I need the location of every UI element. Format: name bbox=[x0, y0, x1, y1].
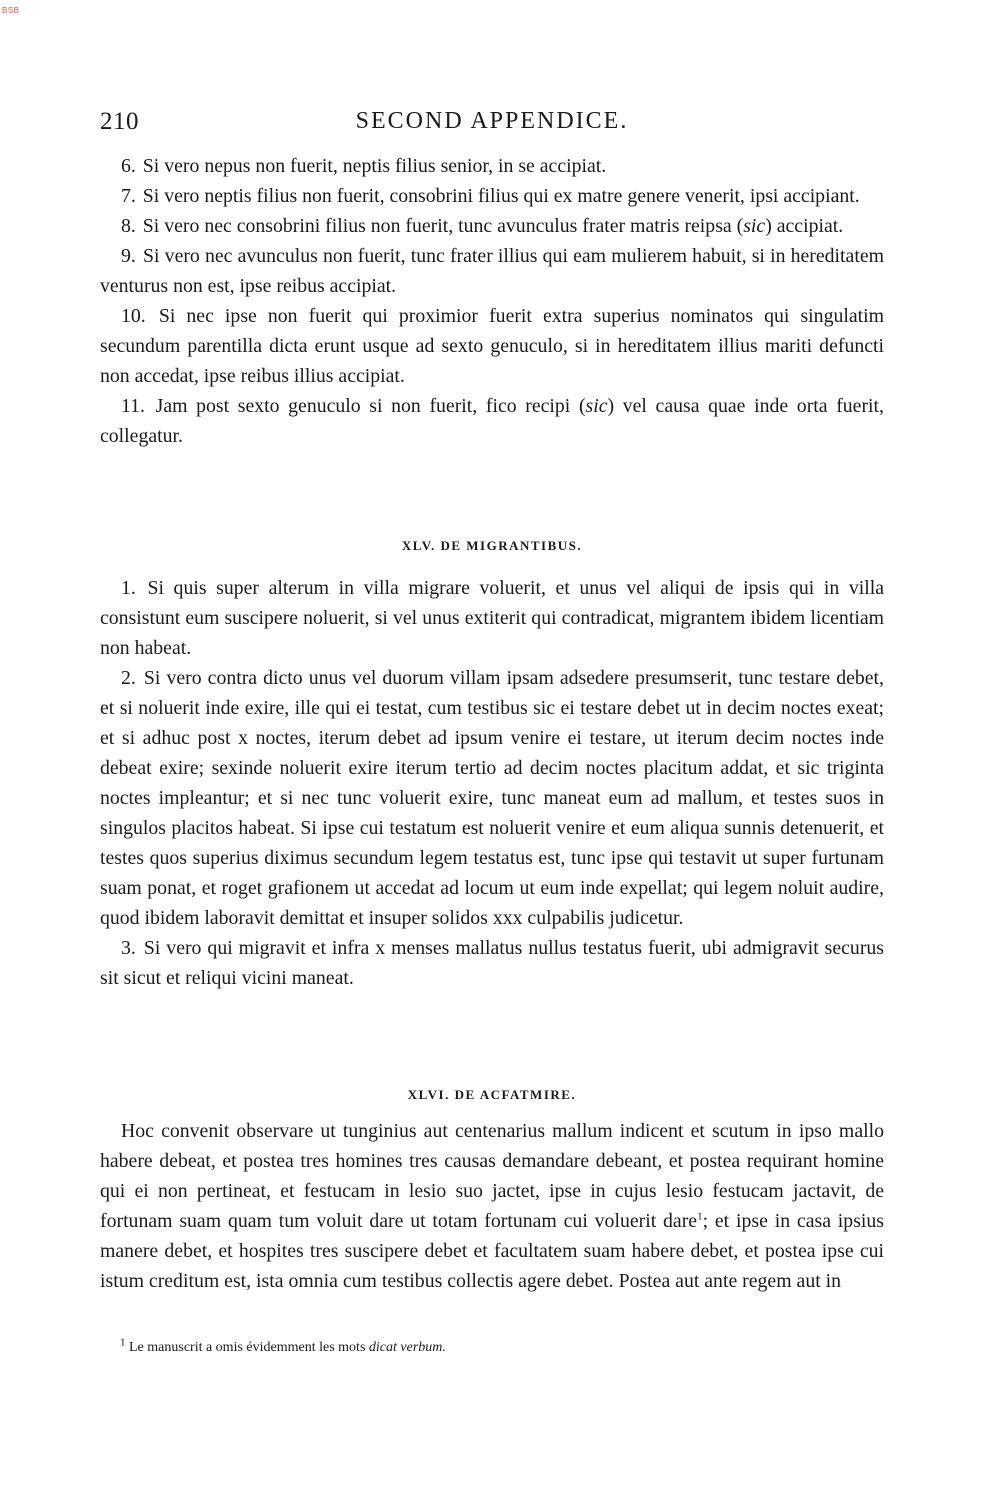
section-de-migrantibus bbox=[100, 573, 884, 993]
paragraph-text: Jam post sexto genuculo si non fuerit, fico recipi ( bbox=[155, 395, 586, 417]
paragraph-text: Si vero neptis filius non fuerit, consobrini filius qui ex matre genere venerit, ipsi accipiant. bbox=[142, 185, 860, 207]
paragraph-number: 11. bbox=[121, 395, 145, 417]
paragraph-8 bbox=[100, 211, 884, 241]
running-title: SECOND APPENDICE. bbox=[355, 108, 629, 134]
paragraph-text: Si vero qui migravit et infra x menses mallatus nullus testatus fuerit, ubi admigravit securus sit sicut et reliqui vicini maneat. bbox=[100, 937, 884, 989]
footnote-italic: dicat verbum. bbox=[368, 1340, 446, 1355]
paragraph-text-end: ) vel causa quae inde orta fuerit, collegatur. bbox=[100, 395, 884, 447]
paragraph-11 bbox=[100, 391, 884, 451]
footnote-marker: 1 bbox=[120, 1336, 126, 1349]
paragraph-number: 7. bbox=[121, 185, 136, 207]
paragraph-number: 10. bbox=[121, 305, 146, 327]
paragraph-text: Si vero nec avunculus non fuerit, tunc frater illius qui eam mulierem habuit, si in hereditatem venturus non est, ipse reibus accipiat. bbox=[100, 245, 884, 297]
acfatmire-paragraph bbox=[100, 1116, 884, 1296]
paragraph-number: 8. bbox=[121, 215, 136, 237]
migrantibus-paragraph-1 bbox=[100, 573, 884, 663]
library-watermark: BSB bbox=[2, 6, 20, 15]
sic-italic: sic bbox=[585, 395, 608, 417]
footnote bbox=[120, 1336, 446, 1357]
paragraph-number: 3. bbox=[121, 937, 136, 959]
section-de-acfatmire bbox=[100, 1116, 884, 1296]
page-number: 210 bbox=[100, 108, 139, 135]
paragraph-number: 9. bbox=[121, 245, 136, 267]
footnote-reference[interactable]: 1 bbox=[697, 1210, 703, 1223]
paragraph-text: Si vero nepus non fuerit, neptis filius senior, in se accipiat. bbox=[142, 155, 607, 177]
migrantibus-paragraph-3 bbox=[100, 933, 884, 993]
paragraph-text: Si vero contra dicto unus vel duorum villam ipsam adsedere presumserit, tunc testare debet, et si noluerit inde exire, ille qui ei testat, cum testibus sic ei testare debet ut in decim noctes exeat; et si adhuc post x noctes, iterum debet ad ipsum venire ei testare, ut iterum decim noctes inde debeat exire; sexinde noluerit exire iterum tertio ad decim noctes placitum addat, et sic triginta noctes impleantur; et si nec tunc voluerit exire, tunc maneat eum ad mallum, et testes suos in singulos placitos habeat. Si ipse cui testatum est noluerit venire et eum aliqua sunnis detenuerit, et testes quos superius diximus secundum legem testatus est, tunc ipse qui testavit ut super furtunam suam ponat, et roget grafionem ut accedat ad locum ut eum inde expellat; qui legem noluit audire, quod ibidem laboravit demittat et insuper solidos xxx culpabilis judicetur. bbox=[100, 667, 884, 929]
section-heading-xlvi: XLVI. DE ACFATMIRE. bbox=[407, 1087, 577, 1102]
sic-italic: sic bbox=[743, 215, 766, 237]
paragraph-number: 1. bbox=[121, 577, 136, 599]
section-continuation bbox=[100, 151, 884, 451]
paragraph-10 bbox=[100, 301, 884, 391]
page-header bbox=[100, 108, 884, 142]
section-heading-xlv: XLV. DE MIGRANTIBUS. bbox=[401, 538, 583, 553]
footnote-text: Le manuscrit a omis évidemment les mots bbox=[129, 1340, 366, 1355]
paragraph-number: 6. bbox=[121, 155, 136, 177]
paragraph-number: 2. bbox=[121, 667, 136, 689]
paragraph-text-end: ) accipiat. bbox=[765, 215, 844, 237]
paragraph-6 bbox=[100, 151, 884, 181]
paragraph-text: Si nec ipse non fuerit qui proximior fuerit extra superius nominatos qui singulatim secundum parentilla dicta erunt usque ad sexto genuculo, si in hereditatem illius mariti defuncti non accedat, ipse reibus illius accipiat. bbox=[100, 305, 885, 387]
paragraph-text: Hoc convenit observare ut tunginius aut centenarius mallum indicent et scutum in ipso mallo habere debeat, et postea tres homines tres causas demandare debeant, et postea requirant homine qui ei non pertineat, et festucam in lesio suo jactet, ipse in cujus lesio festucam jactavit, de fortunam suam quam tum voluit dare ut totam fortunam cui voluerit dare bbox=[100, 1120, 884, 1232]
paragraph-9 bbox=[100, 241, 884, 301]
paragraph-text: Si quis super alterum in villa migrare voluerit, et unus vel aliqui de ipsis qui in villa consistunt eum suscipere noluerit, si vel unus extiterit qui contradicat, migrantem ibidem licentiam non habeat. bbox=[100, 577, 884, 659]
paragraph-7 bbox=[100, 181, 884, 211]
migrantibus-paragraph-2 bbox=[100, 663, 884, 933]
paragraph-text-end: ; et ipse in casa ipsius manere debet, et hospites tres suscipere debet et facultatem suam habere debet, et postea ipse cui istum creditum est, ista omnia cum testibus collectis agere debet. Postea aut ante regem aut in bbox=[100, 1210, 884, 1292]
paragraph-text: Si vero nec consobrini filius non fuerit, tunc avunculus frater matris reipsa ( bbox=[142, 215, 744, 237]
